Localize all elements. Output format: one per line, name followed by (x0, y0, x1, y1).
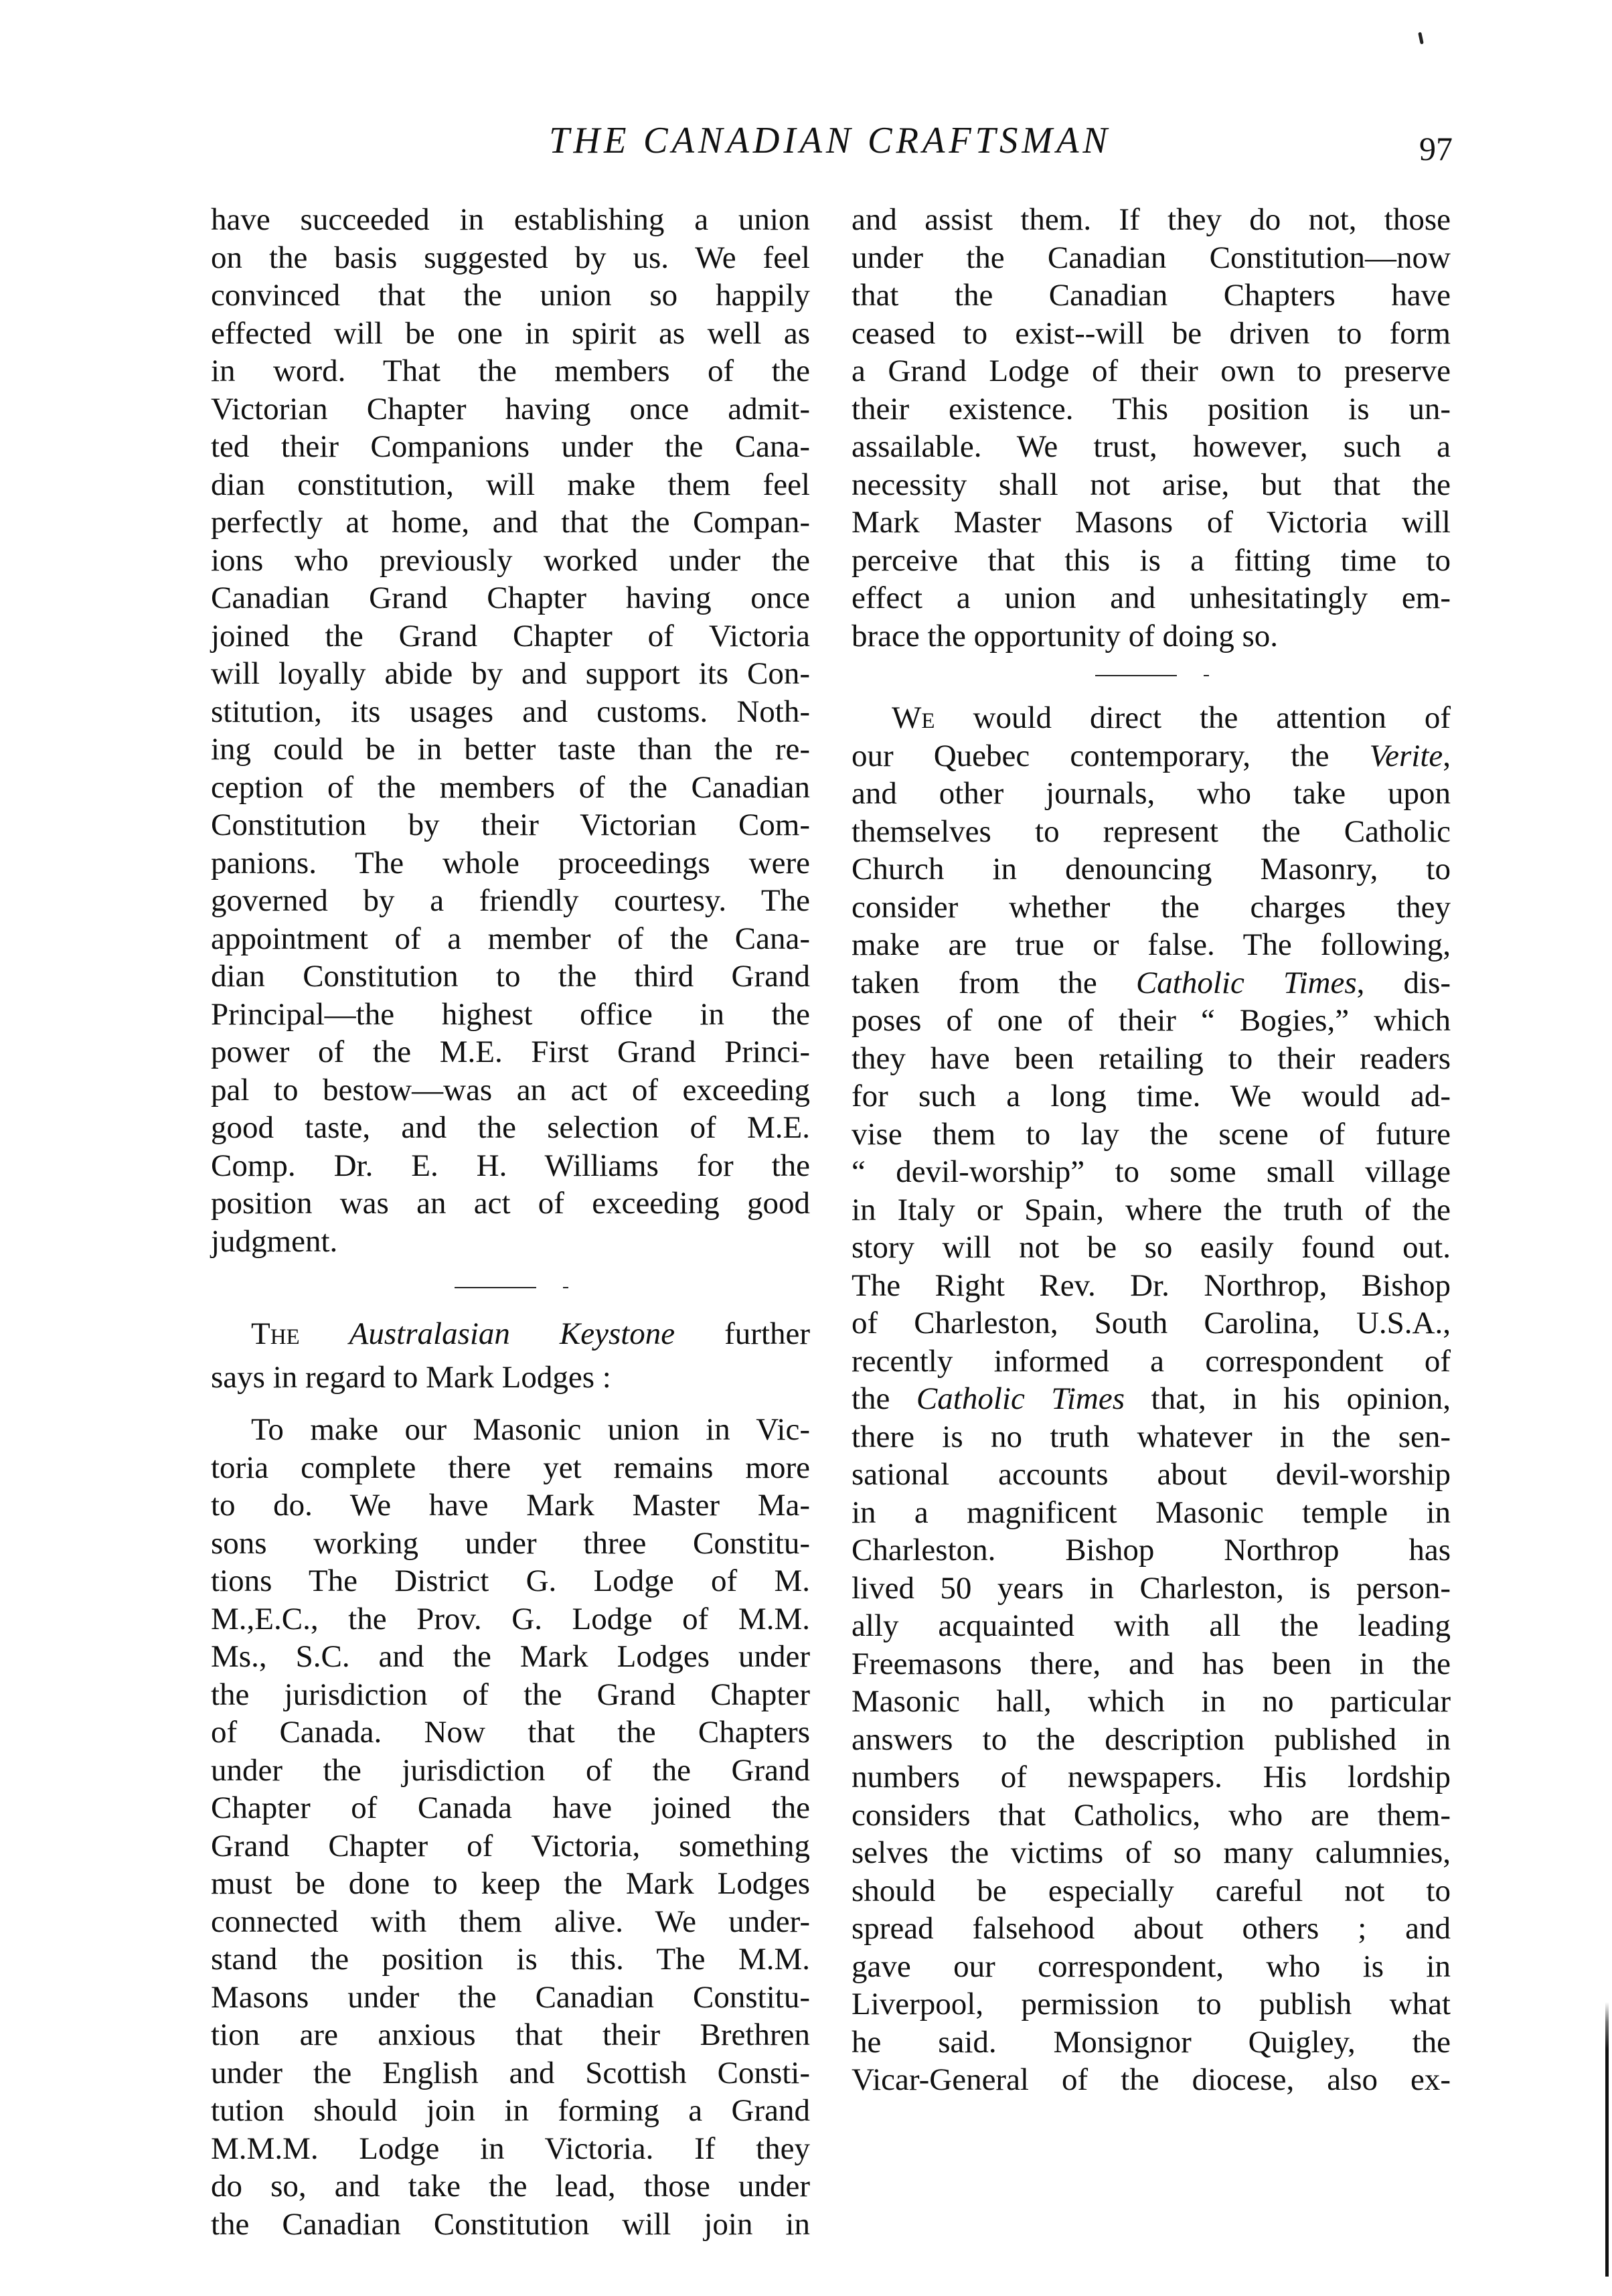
text-line: sons working under three Constitu- (211, 1525, 810, 1561)
text-line: judgment. (211, 1223, 338, 1259)
text-line: sational accounts about devil-worship (852, 1457, 1451, 1492)
text-line: ception of the members of the Canadian (211, 769, 810, 805)
publication-title-italic: Verite (1369, 738, 1443, 773)
text-line: necessity shall not arise, but that the (852, 467, 1451, 502)
text-fragment: the (852, 1381, 890, 1416)
page-number: 97 (1419, 130, 1453, 167)
text-line: considers that Catholics, who are them- (852, 1797, 1451, 1833)
text-line: good taste, and the selection of M.E. (211, 1110, 810, 1145)
text-line: perceive that this is a fitting time to (852, 542, 1451, 578)
text-line: selves the victims of so many calumnies, (852, 1835, 1451, 1870)
text-line: in Italy or Spain, where the truth of the (852, 1192, 1451, 1227)
page-edge-vertical-rule (1605, 2002, 1609, 2277)
text-line: Masons under the Canadian Constitu- (211, 1979, 810, 2015)
text-line: Freemasons there, and has been in the (852, 1646, 1451, 1681)
text-line: To make our Masonic union in Vic- (251, 1412, 810, 1447)
text-line: convinced that the union so happily (211, 278, 810, 313)
text-line: under the English and Scottish Consti- (211, 2055, 810, 2090)
left-paragraph-quoted-extract (211, 1411, 810, 2243)
section-separator-rule (455, 1287, 567, 1288)
text-line: Mark Master Masons of Victoria will (852, 505, 1451, 540)
text-line: Chapter of Canada have joined the (211, 1790, 810, 1825)
text-line: stitution, its usages and customs. Noth- (211, 694, 810, 729)
publication-title-italic: Catholic Times (1135, 965, 1357, 1000)
text-line: position was an act of exceeding good (211, 1186, 810, 1221)
text-line: for such a long time. We would ad- (852, 1079, 1451, 1114)
text-line (852, 1380, 1451, 1418)
left-paragraph-continued (211, 201, 810, 1260)
text-fragment: further (724, 1316, 811, 1351)
text-line (211, 1315, 810, 1353)
text-fragment: our Quebec contemporary, the (852, 738, 1329, 773)
text-line: panions. The whole proceedings were (211, 845, 810, 881)
text-line: effect a union and unhesitatingly em- (852, 581, 1451, 615)
text-line (852, 964, 1451, 1002)
text-line: answers to the description published in (852, 1721, 1451, 1757)
text-line: of Canada. Now that the Chapters (211, 1715, 810, 1750)
text-line: toria complete there yet remains more (211, 1450, 810, 1485)
right-paragraph-catholic-times (852, 699, 1451, 2099)
text-line: governed by a friendly courtesy. The (211, 883, 810, 918)
text-line: Canadian Grand Chapter having once (211, 581, 810, 615)
text-line: gave our correspondent, who is in (852, 1948, 1451, 1984)
text-line: have succeeded in establishing a union (211, 202, 810, 237)
text-line: recently informed a correspondent of (852, 1343, 1451, 1379)
left-paragraph-keystone-intro (211, 1315, 810, 1396)
text-line: do so, and take the lead, those under (211, 2169, 810, 2204)
text-line: should be especially careful not to (852, 1873, 1451, 1908)
text-line (852, 737, 1451, 775)
text-line: and other journals, who take upon (852, 776, 1451, 811)
text-line: ing could be in better taste than the re- (211, 732, 810, 767)
text-line: under the Canadian Constitution—now (852, 240, 1451, 275)
text-line: effected will be one in spirit as well as (211, 315, 810, 351)
text-line: M.M.M. Lodge in Victoria. If they (211, 2131, 810, 2166)
text-line: tion are anxious that their Brethren (211, 2017, 810, 2052)
text-line: in word. That the members of the (211, 354, 810, 388)
text-line: the jurisdiction of the Grand Chapter (211, 1677, 810, 1712)
text-line: ceased to exist--will be driven to form (852, 315, 1451, 351)
text-line: they have been retailing to their readers (852, 1041, 1451, 1076)
text-line: ted their Companions under the Cana- (211, 429, 810, 464)
publication-title-italic: Australasian Keystone (349, 1316, 675, 1351)
text-line: tution should join in forming a Grand (211, 2093, 810, 2128)
text-line: consider whether the charges they (852, 889, 1451, 925)
text-fragment: , (1443, 738, 1451, 773)
text-line: The Right Rev. Dr. Northrop, Bishop (852, 1268, 1451, 1303)
right-column (852, 201, 1451, 2099)
text-line: lived 50 years in Charleston, is person- (852, 1570, 1451, 1606)
text-line: Principal—the highest office in the (211, 996, 810, 1032)
text-line: their existence. This position is un- (852, 391, 1451, 427)
text-line: Victorian Chapter having once admit- (211, 391, 810, 427)
text-line: ions who previously worked under the (211, 542, 810, 578)
text-line: brace the opportunity of doing so. (852, 618, 1278, 654)
text-line: tions The District G. Lodge of M. (211, 1563, 810, 1598)
text-line: make are true or false. The following, (852, 927, 1451, 962)
text-line: Liverpool, permission to publish what (852, 1987, 1451, 2021)
text-line: will loyally abide by and support its Con- (211, 656, 810, 691)
text-line: under the jurisdiction of the Grand (211, 1752, 810, 1788)
text-fragment: that, in his opinion, (1151, 1381, 1451, 1416)
text-line: M.,E.C., the Prov. G. Lodge of M.M. (211, 1601, 810, 1636)
text-line: and assist them. If they do not, those (852, 202, 1451, 237)
text-line: on the basis suggested by us. We feel (211, 240, 810, 275)
text-line: joined the Grand Chapter of Victoria (211, 618, 810, 654)
text-line: a Grand Lodge of their own to preserve (852, 354, 1451, 388)
text-line: Vicar-General of the diocese, also ex- (852, 2062, 1451, 2097)
text-line: connected with them alive. We under- (211, 1904, 810, 1939)
text-line: in a magnificent Masonic temple in (852, 1495, 1451, 1530)
small-caps-lead: The (251, 1316, 300, 1351)
text-line: he said. Monsignor Quigley, the (852, 2024, 1451, 2060)
text-line: Church in denouncing Masonry, to (852, 852, 1451, 887)
text-line: must be done to keep the Mark Lodges (211, 1866, 810, 1901)
text-line: pal to bestow—was an act of exceeding (211, 1072, 810, 1107)
text-line: spread falsehood about others ; and (852, 1911, 1451, 1946)
right-paragraph-continued (852, 201, 1451, 655)
text-line: appointment of a member of the Cana- (211, 921, 810, 956)
text-line: that the Canadian Chapters have (852, 278, 1451, 313)
text-line: assailable. We trust, however, such a (852, 429, 1451, 464)
text-line: Ms., S.C. and the Mark Lodges under (211, 1639, 810, 1674)
text-line: the Canadian Constitution will join in (211, 2206, 810, 2242)
scan-speck-mark (1418, 32, 1424, 45)
text-line: stand the position is this. The M.M. (211, 1942, 810, 1977)
text-fragment: , dis- (1356, 965, 1451, 1000)
text-fragment: would direct the attention of (973, 700, 1451, 735)
text-line: Charleston. Bishop Northrop has (852, 1533, 1451, 1567)
text-line: “ devil-worship” to some small village (852, 1154, 1451, 1189)
text-line (852, 699, 1451, 737)
small-caps-lead: We (892, 700, 935, 735)
text-line: themselves to represent the Catholic (852, 814, 1451, 849)
text-line: Masonic hall, which in no particular (852, 1684, 1451, 1719)
text-line: of Charleston, South Carolina, U.S.A., (852, 1306, 1451, 1341)
text-line: to do. We have Mark Master Ma- (211, 1488, 810, 1523)
text-line: dian constitution, will make them feel (211, 467, 810, 502)
text-line: ally acquainted with all the leading (852, 1608, 1451, 1643)
text-line: poses of one of their “ Bogies,” which (852, 1003, 1451, 1038)
text-line: numbers of newspapers. His lordship (852, 1760, 1451, 1794)
text-line: Grand Chapter of Victoria, something (211, 1828, 810, 1863)
text-line: perfectly at home, and that the Compan- (211, 505, 810, 540)
text-line: Constitution by their Victorian Com- (211, 808, 810, 842)
text-line: dian Constitution to the third Grand (211, 959, 810, 994)
text-line: power of the M.E. First Grand Princi- (211, 1035, 810, 1069)
section-separator-rule (1095, 675, 1208, 676)
text-line: Comp. Dr. E. H. Williams for the (211, 1148, 810, 1183)
text-fragment: taken from the (852, 965, 1097, 1000)
running-header-title: THE CANADIAN CRAFTSMAN (549, 120, 1111, 161)
text-line: says in regard to Mark Lodges : (211, 1359, 611, 1395)
left-column (211, 201, 810, 2243)
text-line: there is no truth whatever in the sen- (852, 1419, 1451, 1454)
publication-title-italic: Catholic Times (916, 1381, 1125, 1416)
text-line: vise them to lay the scene of future (852, 1116, 1451, 1152)
text-line: story will not be so easily found out. (852, 1230, 1451, 1265)
